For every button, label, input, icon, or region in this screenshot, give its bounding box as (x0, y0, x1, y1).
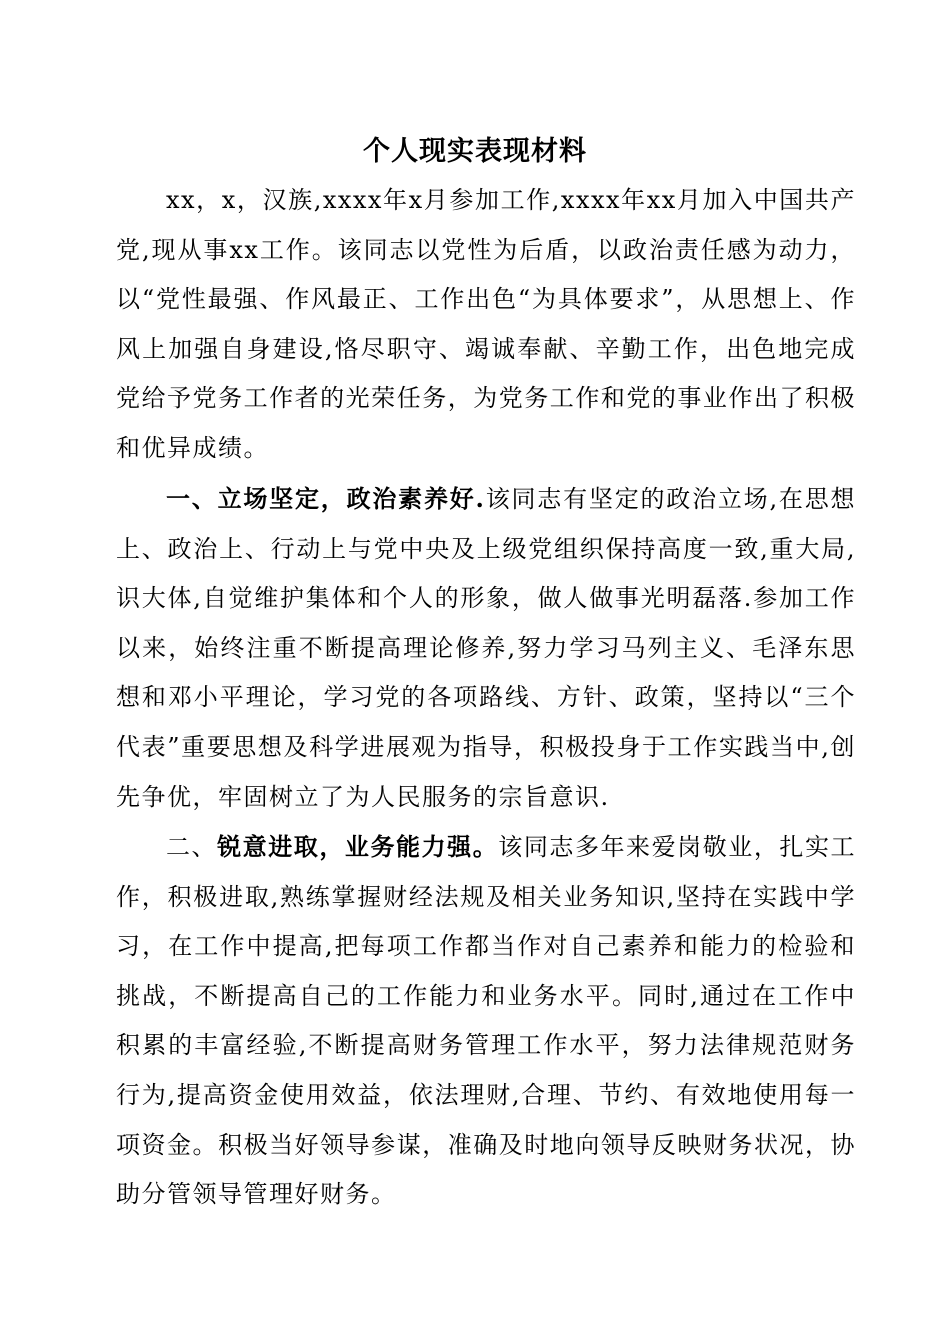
section-2-prefix: 二、 (166, 833, 218, 861)
intro-paragraph: xx，x，汉族,xxxx年x月参加工作,xxxx年xx月加入中国共产党,现从事xx工作。该同志以党性为后盾，以政治责任感为动力，以“党性最强、作风最正、工作出色“为具体要求”，从思想上、作风上加强自身建设,恪尽职守、竭诚奉献、辛勤工作，出色地完成党给予党务工作者的光荣任务，为党务工作和党的事业作出了积极和优异成绩。 (116, 186, 856, 462)
section-2-body: 该同志多年来爱岗敬业，扎实工作，积极进取,熟练掌握财经法规及相关业务知识,坚持在实践中学习，在工作中提高,把每项工作都当作对自己素养和能力的检验和挑战，不断提高自己的工作能力和业务水平。同时,通过在工作中积累的丰富经验,不断提高财务管理工作水平，努力法律规范财务行为,提高资金使用效益，依法理财,合理、节约、有效地使用每一项资金。积极当好领导参谋，准确及时地向领导反映财务状况，协助分管领导管理好财务。 (116, 833, 857, 1209)
section-1-body: 该同志有坚定的政治立场,在思想上、政治上、行动上与党中央及上级党组织保持高度一致,重大局,识大体,自觉维护集体和个人的形象，做人做事光明磊落.参加工作以来，始终注重不断提高理论修养,努力学习马列主义、毛泽东思想和邓小平理论，学习党的各项路线、方针、政策，坚持以“三个代表”重要思想及科学进展观为指导，积极投身于工作实践当中,创先争优，牢固树立了为人民服务的宗旨意识. (116, 485, 856, 811)
section-2-heading: 锐意进取，业务能力强。 (217, 832, 499, 861)
section-1-paragraph (116, 474, 856, 822)
document-title: 个人现实表现材料 (363, 136, 587, 167)
section-2-paragraph (116, 822, 856, 1220)
section-1-heading: 一、立场坚定，政治素养好. (166, 484, 486, 513)
